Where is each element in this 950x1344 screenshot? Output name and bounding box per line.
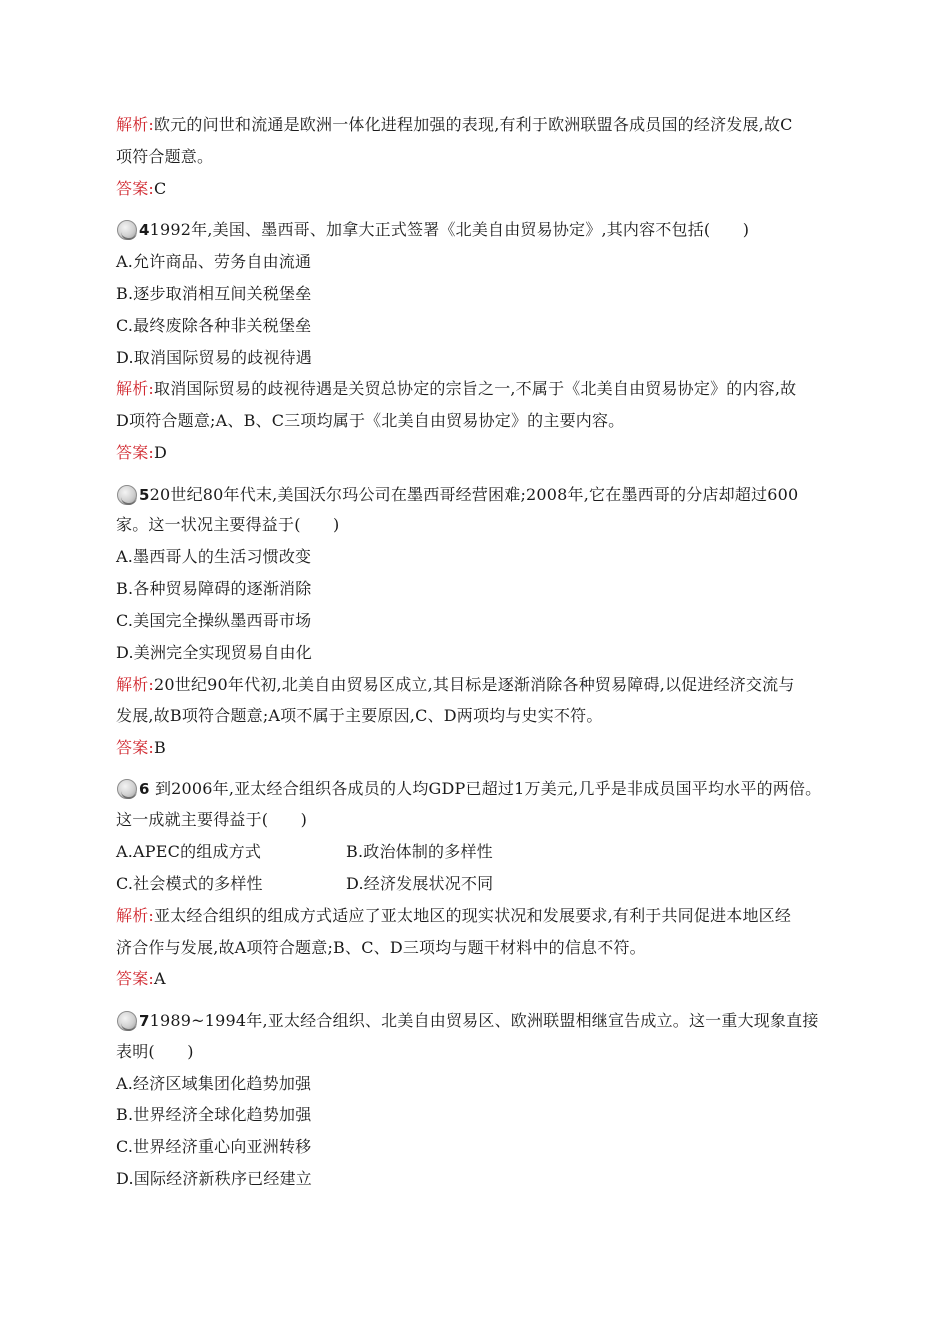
q4-option-b: B.逐步取消相互间关税堡垒 xyxy=(116,284,312,303)
q6-options-row-1 xyxy=(116,841,676,863)
question-number: 5 xyxy=(139,486,150,504)
q6-option-d: D.经济发展状况不同 xyxy=(346,874,494,893)
question-bullet-icon xyxy=(116,777,138,799)
q6-option-a: A.APEC的组成方式 xyxy=(116,842,262,861)
question-bullet-icon xyxy=(116,483,138,505)
q6-analysis-line-2: 济合作与发展,故A项符合题意;B、C、D三项均与题干材料中的信息不符。 xyxy=(116,938,646,957)
q6-option-b: B.政治体制的多样性 xyxy=(346,842,493,861)
q5-option-a: A.墨西哥人的生活习惯改变 xyxy=(116,547,312,566)
analysis-label: 解析: xyxy=(116,115,154,134)
analysis-label: 解析: xyxy=(116,379,154,398)
question-stem: 1989~1994年,亚太经合组织、北美自由贸易区、欧洲联盟相继宣告成立。这一重大现象直接 xyxy=(149,1011,819,1030)
question-number: 7 xyxy=(139,1012,150,1030)
question-bullet-icon xyxy=(116,1009,138,1031)
q6-options-row-2 xyxy=(116,873,676,895)
answer-value: D xyxy=(154,443,168,462)
q7-option-a: A.经济区域集团化趋势加强 xyxy=(116,1074,312,1093)
q3-answer xyxy=(116,178,166,200)
answer-label: 答案: xyxy=(116,738,154,757)
q5-analysis-line-1 xyxy=(116,674,795,696)
q5-stem-line-1 xyxy=(116,483,798,506)
q5-analysis-line-2: 发展,故B项符合题意;A项不属于主要原因,C、D两项均与史实不符。 xyxy=(116,706,603,725)
question-number: 6 xyxy=(139,780,150,798)
q4-option-a: A.允许商品、劳务自由流通 xyxy=(116,252,312,271)
analysis-text: 20世纪90年代初,北美自由贸易区成立,其目标是逐渐消除各种贸易障碍,以促进经济交流与 xyxy=(154,675,795,694)
analysis-text: 欧元的问世和流通是欧洲一体化进程加强的表现,有利于欧洲联盟各成员国的经济发展,故C xyxy=(154,115,793,134)
q7-option-b: B.世界经济全球化趋势加强 xyxy=(116,1105,312,1124)
answer-label: 答案: xyxy=(116,443,154,462)
q4-stem-line-1 xyxy=(116,218,749,241)
q4-option-c: C.最终废除各种非关税堡垒 xyxy=(116,316,312,335)
q4-answer xyxy=(116,442,167,464)
q7-stem-line-2: 表明( ) xyxy=(116,1042,194,1061)
q5-option-d: D.美洲完全实现贸易自由化 xyxy=(116,643,312,662)
answer-value: A xyxy=(154,969,166,988)
q7-option-c: C.世界经济重心向亚洲转移 xyxy=(116,1137,312,1156)
answer-label: 答案: xyxy=(116,969,154,988)
q3-analysis-line-2: 项符合题意。 xyxy=(116,147,214,166)
question-bullet-icon xyxy=(116,218,138,240)
q5-option-b: B.各种贸易障碍的逐渐消除 xyxy=(116,579,312,598)
q4-analysis-line-2: D项符合题意;A、B、C三项均属于《北美自由贸易协定》的主要内容。 xyxy=(116,411,625,430)
q6-stem-line-2: 这一成就主要得益于( ) xyxy=(116,810,308,829)
question-number: 4 xyxy=(139,221,150,239)
q7-stem-line-1 xyxy=(116,1009,819,1032)
analysis-label: 解析: xyxy=(116,906,154,925)
question-stem: 到2006年,亚太经合组织各成员的人均GDP已超过1万美元,几乎是非成员国平均水平的两倍。 xyxy=(154,779,822,798)
q4-analysis-line-1 xyxy=(116,378,796,400)
answer-label: 答案: xyxy=(116,179,154,198)
q5-option-c: C.美国完全操纵墨西哥市场 xyxy=(116,611,312,630)
q3-analysis-line-1 xyxy=(116,114,793,136)
q5-answer xyxy=(116,737,166,759)
analysis-text: 取消国际贸易的歧视待遇是关贸总协定的宗旨之一,不属于《北美自由贸易协定》的内容,故 xyxy=(154,379,797,398)
analysis-text: 亚太经合组织的组成方式适应了亚太地区的现实状况和发展要求,有利于共同促进本地区经 xyxy=(154,906,792,925)
question-stem: 1992年,美国、墨西哥、加拿大正式签署《北美自由贸易协定》,其内容不包括( ) xyxy=(149,220,750,239)
q5-stem-line-2: 家。这一状况主要得益于( ) xyxy=(116,515,340,534)
q6-stem-line-1 xyxy=(116,777,821,800)
q7-option-d: D.国际经济新秩序已经建立 xyxy=(116,1169,312,1188)
analysis-label: 解析: xyxy=(116,675,154,694)
q6-answer xyxy=(116,968,166,990)
q6-analysis-line-1 xyxy=(116,905,791,927)
answer-value: B xyxy=(154,738,166,757)
question-stem: 20世纪80年代末,美国沃尔玛公司在墨西哥经营困难;2008年,它在墨西哥的分店却超过600 xyxy=(149,485,799,504)
answer-value: C xyxy=(154,179,167,198)
q4-option-d: D.取消国际贸易的歧视待遇 xyxy=(116,348,312,367)
q6-option-c: C.社会模式的多样性 xyxy=(116,874,263,893)
